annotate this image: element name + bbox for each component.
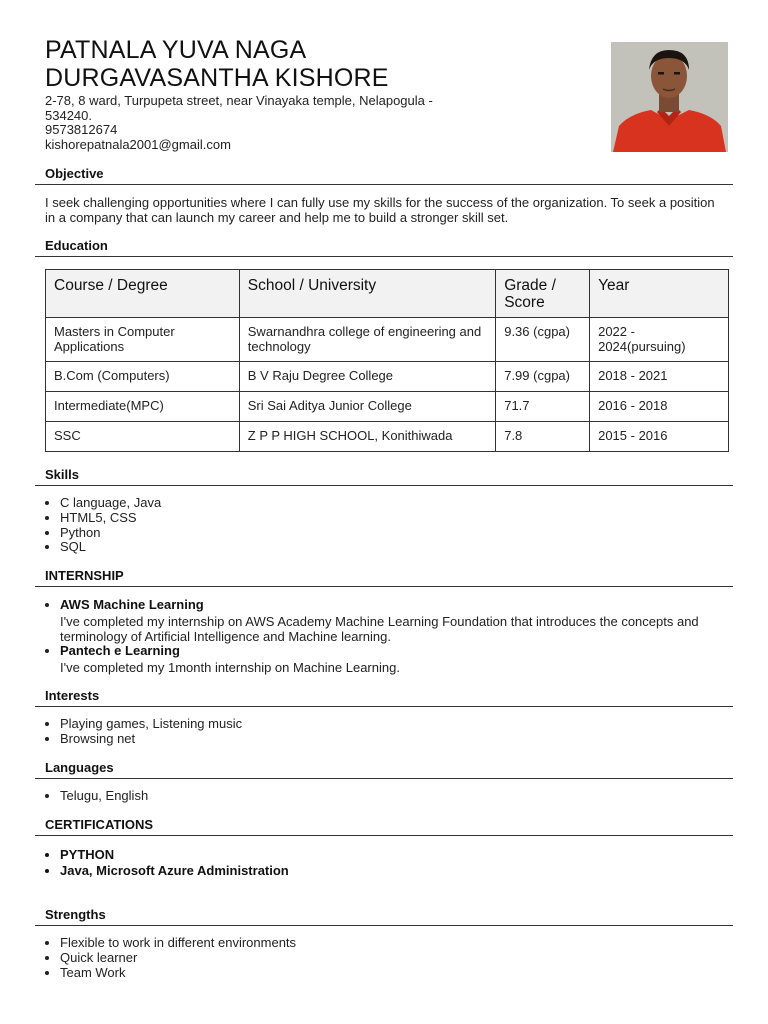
candidate-name: [45, 36, 565, 92]
list-item: • Quick learner: [60, 951, 740, 966]
name-line-2: DURGAVASANTHA KISHORE: [45, 64, 389, 92]
list-item: • Playing games, Listening music: [60, 717, 740, 732]
table-cell: 7.8: [496, 422, 590, 452]
column-header: School / University: [239, 270, 495, 318]
table-row: [46, 318, 729, 362]
address-line-2: 534240.: [45, 107, 92, 123]
contact-block: [45, 94, 465, 152]
internship-description: I've completed my internship on AWS Academy Machine Learning Foundation that introduces the concepts and terminology of Artificial Intelligence and Machine learning.: [60, 613, 699, 644]
interests-heading: Interests: [45, 688, 100, 703]
list-item: [60, 644, 740, 676]
strengths-divider: [35, 925, 733, 926]
table-cell: Sri Sai Aditya Junior College: [239, 392, 495, 422]
table-row: [46, 362, 729, 392]
internship-title: • Pantech e Learning: [60, 643, 180, 659]
education-heading: Education: [45, 238, 108, 253]
list-item: • HTML5, CSS: [60, 511, 740, 526]
interests-list: [45, 717, 740, 747]
list-item: • Browsing net: [60, 732, 740, 747]
internship-description: I've completed my 1month internship on Machine Learning.: [60, 660, 400, 676]
table-cell: 7.99 (cgpa): [496, 362, 590, 392]
list-item: • PYTHON: [60, 847, 740, 863]
table-cell: 2018 - 2021: [590, 362, 729, 392]
strengths-list: [45, 936, 740, 980]
languages-heading: Languages: [45, 760, 114, 775]
objective-text: I seek challenging opportunities where I can fully use my skills for the success of the organization. To seek a position in a company that can launch my career and help me to build a stronger skill set.: [45, 195, 715, 225]
table-cell: SSC: [46, 422, 240, 452]
table-cell: 71.7: [496, 392, 590, 422]
column-header: Year: [590, 270, 729, 318]
table-row: [46, 422, 729, 452]
list-item: • Team Work: [60, 966, 740, 981]
skills-divider: [35, 485, 733, 486]
interests-divider: [35, 706, 733, 707]
certifications-divider: [35, 835, 733, 836]
languages-divider: [35, 778, 733, 779]
table-cell: Intermediate(MPC): [46, 392, 240, 422]
skills-list: [45, 496, 740, 555]
table-cell: 9.36 (cgpa): [496, 318, 590, 362]
address-line-1: 2-78, 8 ward, Turpupeta street, near Vinayaka temple, Nelapogula -: [45, 93, 433, 108]
column-header: Course / Degree: [46, 270, 240, 318]
skills-heading: Skills: [45, 467, 79, 482]
objective-heading: Objective: [45, 166, 104, 181]
list-item: • C language, Java: [60, 496, 740, 511]
table-cell: Masters in Computer Applications: [46, 318, 240, 362]
phone: 9573812674: [45, 122, 118, 138]
list-item: • Java, Microsoft Azure Administration: [60, 863, 740, 879]
list-item: [60, 598, 740, 644]
internship-heading: INTERNSHIP: [45, 568, 124, 583]
table-cell: B.Com (Computers): [46, 362, 240, 392]
list-item: • Telugu, English: [60, 789, 740, 804]
table-row: [46, 392, 729, 422]
internship-list: [45, 598, 740, 676]
email: kishorepatnala2001@gmail.com: [45, 136, 231, 152]
internship-title: • AWS Machine Learning: [60, 597, 204, 612]
table-cell: 2015 - 2016: [590, 422, 729, 452]
education-table: [45, 269, 729, 452]
table-cell: 2016 - 2018: [590, 392, 729, 422]
table-cell: Z P P HIGH SCHOOL, Konithiwada: [239, 422, 495, 452]
certifications-heading: CERTIFICATIONS: [45, 817, 154, 832]
profile-photo: [611, 42, 728, 152]
education-divider: [35, 256, 733, 257]
table-header-row: [46, 270, 729, 318]
table-cell: 2022 - 2024(pursuing): [590, 318, 729, 362]
certifications-list: [45, 847, 740, 879]
objective-divider: [35, 184, 733, 185]
strengths-heading: Strengths: [45, 907, 106, 922]
table-cell: B V Raju Degree College: [239, 362, 495, 392]
table-cell: Swarnandhra college of engineering and technology: [239, 318, 495, 362]
name-line-1: PATNALA YUVA NAGA: [45, 36, 307, 64]
internship-divider: [35, 586, 733, 587]
list-item: • Flexible to work in different environments: [60, 936, 740, 951]
list-item: • Python: [60, 526, 740, 541]
list-item: • SQL: [60, 540, 740, 555]
column-header: Grade / Score: [496, 270, 590, 318]
languages-list: [45, 789, 740, 804]
